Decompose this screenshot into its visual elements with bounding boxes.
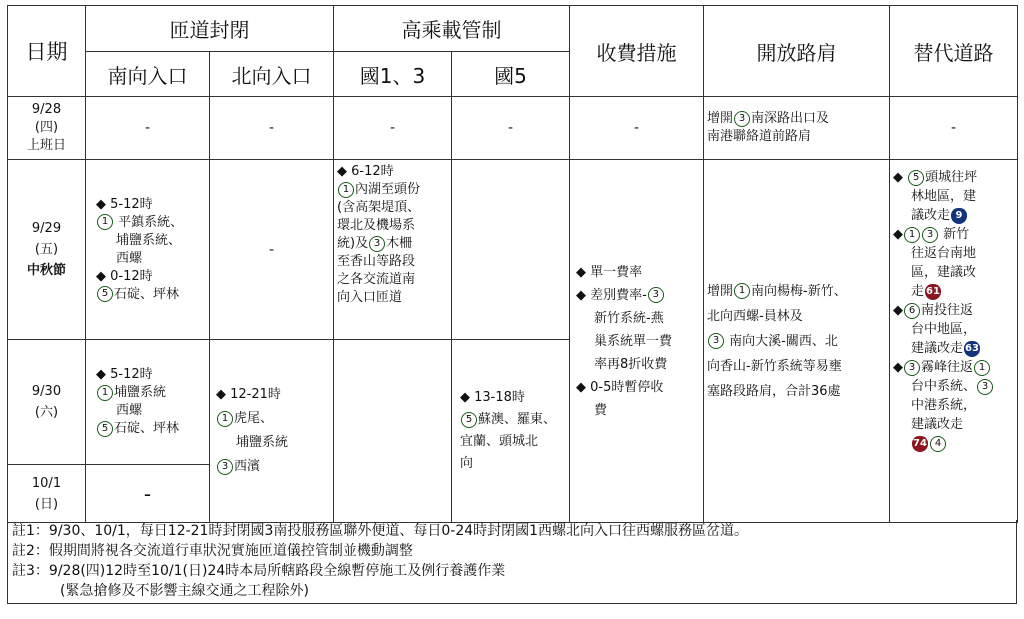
national-highway-3-icon: 3 — [922, 227, 938, 243]
nat-1-3-cell: - — [334, 97, 452, 160]
alternate-text: 林地區，建 — [911, 189, 977, 204]
weekday-text: (六) — [34, 405, 59, 420]
national-highway-3-icon: 3 — [369, 236, 385, 252]
north-entry-cell — [210, 340, 334, 523]
alternate-text: 霧峰往返 — [921, 360, 974, 375]
bullet: ◆ — [893, 170, 903, 185]
national-highway-1-icon: 1 — [338, 182, 354, 198]
toll-text: 新竹系統-燕 — [594, 310, 664, 326]
toll-text: 費 — [594, 402, 608, 418]
shoulder-text: 塞路段路肩，合計36處 — [707, 383, 841, 399]
shoulder-text: 增開 — [707, 111, 734, 126]
national-highway-3-icon: 3 — [648, 287, 664, 303]
date-cell — [8, 160, 86, 340]
toll-cell: - — [570, 97, 704, 160]
provincial-highway-9-icon: 9 — [951, 208, 967, 224]
bullet: ◆ — [893, 360, 903, 375]
weekday-text: (五) — [34, 242, 59, 257]
alternate-text: 議改走 — [911, 208, 951, 223]
alternate-cell: - — [890, 97, 1018, 160]
location-text: 埔鹽系統、 — [116, 232, 182, 248]
location-text: 向 — [460, 456, 474, 471]
location-text: 西螺 — [116, 403, 143, 418]
alternate-text: 南投往返 — [921, 303, 974, 318]
location-text: 向入口匝道 — [337, 290, 403, 305]
north-entry-cell: - — [210, 97, 334, 160]
location-text: 之各交流道南 — [337, 272, 416, 287]
location-text: 環北及機場系 — [337, 218, 416, 233]
north-entry-cell: - — [210, 160, 334, 340]
time-text: ◆ 6-12時 — [337, 164, 394, 179]
national-highway-3-icon: 3 — [708, 333, 724, 349]
national-highway-4-icon: 4 — [930, 436, 946, 452]
national-highway-1-icon: 1 — [217, 411, 233, 427]
national-highway-1-icon: 1 — [734, 283, 750, 299]
shoulder-text: 南向大溪-關西、北 — [729, 333, 838, 349]
day-type-text: 上班日 — [26, 138, 66, 153]
alternate-cell — [890, 160, 1018, 523]
national-highway-1-icon: 1 — [904, 227, 920, 243]
south-entry-cell — [86, 160, 210, 340]
date-cell — [8, 97, 86, 160]
alternate-text: 往返台南地 — [911, 246, 977, 261]
header-date: 日期 — [8, 6, 86, 97]
nat-5-cell — [452, 160, 570, 340]
holiday-text: 中秋節 — [26, 263, 66, 278]
weekday-text: (四) — [34, 120, 59, 135]
footnote-2: 註2：假期間將視各交流道行車狀況實施匝道儀控管制並機動調整 — [12, 543, 413, 559]
nat-5-cell — [452, 340, 570, 523]
shoulder-cell — [704, 97, 890, 160]
alternate-text: 頭城往坪 — [925, 170, 978, 185]
location-text: (含高架堤頂、 — [337, 200, 421, 215]
time-text: ◆ 5-12時 — [96, 196, 153, 212]
shoulder-text: 南港聯絡道前路肩 — [707, 129, 812, 144]
date-text: 10/1 — [31, 475, 62, 491]
alternate-text: 區，建議改 — [911, 265, 977, 280]
nat-1-3-cell — [334, 340, 452, 523]
shoulder-text: 南深路出口及 — [751, 111, 830, 126]
provincial-highway-74-icon: 74 — [912, 436, 928, 452]
traffic-control-table — [7, 5, 1018, 523]
footnote-3: 註3：9/28(四)12時至10/1(日)24時本局所轄路段全線暫停施工及例行養護作業 — [12, 563, 506, 579]
time-text: ◆ 0-12時 — [96, 268, 153, 284]
national-highway-1-icon: 1 — [974, 360, 990, 376]
national-highway-6-icon: 6 — [904, 303, 920, 319]
time-text: ◆ 5-12時 — [96, 367, 153, 382]
toll-text: 率再8折收費 — [594, 356, 668, 372]
national-highway-1-icon: 1 — [97, 214, 113, 230]
header-ramp-closure: 匝道封閉 — [86, 6, 334, 52]
location-text: 蘇澳、羅東、 — [478, 412, 557, 427]
date-cell — [8, 340, 86, 465]
alternate-text: 走 — [911, 284, 925, 299]
location-text: 木柵 — [386, 236, 413, 251]
location-text: 埔鹽系統 — [114, 385, 167, 400]
header-hov-control: 高乘載管制 — [334, 6, 570, 52]
provincial-highway-61-icon: 61 — [925, 284, 941, 300]
alternate-text: 中港系統， — [911, 398, 977, 413]
nat-1-3-cell — [334, 160, 452, 340]
header-south-entry: 南向入口 — [86, 52, 210, 97]
toll-text: ◆ 單一費率 — [576, 264, 643, 280]
weekday-text: (日) — [34, 496, 59, 512]
time-text: ◆ 13-18時 — [460, 390, 525, 405]
date-text: 9/30 — [31, 384, 62, 399]
location-text: 宜蘭、頭城北 — [460, 434, 539, 449]
toll-text: 巢系統單一費 — [594, 333, 673, 349]
footnote-1: 註1：9/30、10/1，每日12-21時封閉國3南投服務區聯外便道、每日0-24時封閉國1西螺北向入口往西螺服務區岔道。 — [12, 523, 749, 539]
footnotes — [7, 520, 1017, 604]
toll-text: ◆ 差別費率- — [576, 287, 647, 303]
footnote-3-continued: (緊急搶修及不影響主線交通之工程除外) — [60, 583, 309, 599]
location-text: 西濱 — [234, 459, 261, 474]
toll-text: ◆ 0-5時暫停收 — [576, 379, 664, 395]
location-text: 內湖至頭份 — [355, 182, 421, 197]
header-shoulder: 開放路肩 — [704, 6, 890, 97]
shoulder-text: 南向楊梅-新竹、 — [751, 283, 847, 299]
table-row — [8, 97, 1018, 160]
south-entry-cell: - — [86, 465, 210, 523]
alternate-text: 台中地區， — [911, 322, 977, 337]
national-highway-3-icon: 3 — [904, 360, 920, 376]
header-toll: 收費措施 — [570, 6, 704, 97]
header-north-entry: 北向入口 — [210, 52, 334, 97]
location-text: 平鎮系統、 — [118, 214, 184, 230]
alternate-text: 建議改走 — [911, 417, 964, 432]
national-highway-3-icon: 3 — [977, 379, 993, 395]
alternate-text: 台中系統、 — [911, 379, 977, 394]
bullet: ◆ — [893, 303, 903, 318]
bullet: ◆ — [893, 227, 903, 242]
date-text: 9/28 — [31, 102, 62, 117]
south-entry-cell: - — [86, 97, 210, 160]
nat-5-cell: - — [452, 97, 570, 160]
location-text: 西螺 — [116, 250, 143, 266]
header-nat-1-3: 國1、3 — [334, 52, 452, 97]
alternate-text: 新竹 — [943, 227, 970, 242]
south-entry-cell — [86, 340, 210, 465]
shoulder-text: 北向西螺-員林及 — [707, 308, 803, 324]
header-alternate: 替代道路 — [890, 6, 1018, 97]
header-nat-5: 國5 — [452, 52, 570, 97]
shoulder-text: 向香山-新竹系統等易壅 — [707, 358, 842, 374]
provincial-highway-63-icon: 63 — [964, 341, 980, 357]
alternate-text: 建議改走 — [911, 341, 964, 356]
shoulder-cell — [704, 160, 890, 523]
national-highway-5-icon: 5 — [908, 170, 924, 186]
location-text: 石碇、坪林 — [114, 421, 180, 436]
location-text: 虎尾、 — [234, 411, 274, 426]
date-text: 9/29 — [31, 221, 62, 236]
location-text: 至香山等路段 — [337, 254, 416, 269]
national-highway-5-icon: 5 — [97, 421, 113, 437]
date-cell — [8, 465, 86, 523]
national-highway-5-icon: 5 — [461, 412, 477, 428]
national-highway-1-icon: 1 — [97, 385, 113, 401]
shoulder-text: 增開 — [707, 283, 734, 299]
location-text: 埔鹽系統 — [236, 435, 289, 450]
location-text: 石碇、坪林 — [114, 286, 180, 302]
national-highway-3-icon: 3 — [734, 111, 750, 127]
national-highway-5-icon: 5 — [97, 286, 113, 302]
national-highway-3-icon: 3 — [217, 459, 233, 475]
time-text: ◆ 12-21時 — [216, 387, 281, 402]
toll-cell — [570, 160, 704, 523]
location-text: 統)及 — [337, 236, 369, 251]
table-row — [8, 160, 1018, 340]
